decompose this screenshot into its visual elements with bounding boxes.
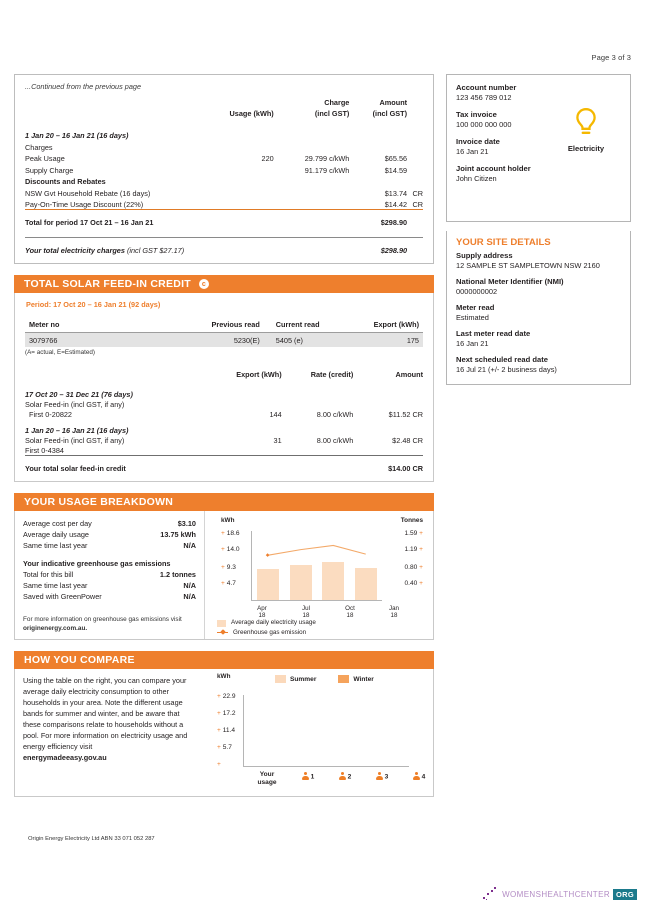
solar-blank-header xyxy=(25,356,216,383)
legend-swatch-summer-icon xyxy=(275,675,286,683)
header-blank xyxy=(25,98,224,124)
solar-rate-header: Rate (credit) xyxy=(310,370,354,380)
tick-marker: + xyxy=(221,563,225,571)
usage-stats-table xyxy=(23,518,196,602)
account-details-panel xyxy=(446,74,631,222)
compare-text-panel xyxy=(15,669,205,796)
solar-export-value: 31 xyxy=(273,436,282,446)
stat-label: Same time last year xyxy=(23,540,88,550)
grand-total-amount: $298.90 xyxy=(380,246,408,256)
table-row xyxy=(25,333,423,348)
chart2-xlabel-4 xyxy=(404,772,434,781)
chart2-xlabel-4-text: 4 xyxy=(421,773,426,781)
solar-desc-line1: Solar Feed-in (incl GST, if any) xyxy=(25,436,125,446)
tax-invoice-value: 100 000 000 000 xyxy=(456,120,512,129)
watermark xyxy=(483,887,637,901)
row-cr xyxy=(407,163,423,175)
row-desc: Pay-On-Time Usage Discount (22%) xyxy=(25,199,144,209)
emissions-heading: Your indicative greenhouse gas emissions xyxy=(23,558,171,568)
person-icon xyxy=(413,772,420,781)
solar-amount-value: $2.48 CR xyxy=(392,436,423,446)
table-row xyxy=(25,198,423,210)
electricity-caption: Electricity xyxy=(567,144,605,153)
solar-section-body xyxy=(14,293,434,482)
solar-amount-value: $11.52 CR xyxy=(388,410,423,420)
charges-panel xyxy=(14,74,434,264)
solar-total-amount: $14.00 CR xyxy=(388,463,423,473)
grand-total-row xyxy=(25,242,423,255)
chart2-plot-area xyxy=(243,695,409,767)
stat-value: N/A xyxy=(183,540,196,550)
how-you-compare-title: HOW YOU COMPARE xyxy=(24,654,135,667)
chart2-xlabel-3-text: 3 xyxy=(384,773,389,781)
solar-block-period xyxy=(25,419,423,435)
solar-section-title: TOTAL SOLAR FEED-IN CREDIT xyxy=(24,278,191,291)
table-row xyxy=(25,435,423,445)
list-item xyxy=(23,529,196,540)
stat-label: Average cost per day xyxy=(23,518,92,528)
watermark-dots-icon xyxy=(483,887,499,901)
tick-marker: + xyxy=(221,529,225,537)
row-cr: CR xyxy=(412,188,423,198)
usage-breakdown-body xyxy=(14,511,434,641)
period-total-row xyxy=(25,215,423,233)
solar-rate-value: 8.00 c/kWh xyxy=(316,410,354,420)
row-amount: $65.56 xyxy=(384,154,408,164)
discounts-heading-row xyxy=(25,175,423,187)
current-read-value: 5405 (e) xyxy=(264,333,344,348)
solar-block-period xyxy=(25,383,423,399)
joint-holder-label: Joint account holder xyxy=(456,164,531,173)
legal-footer: Origin Energy Electricity Ltd ABN 33 071 052 287 xyxy=(28,836,155,842)
current-read-header: Current read xyxy=(264,318,344,333)
grand-total-label xyxy=(25,242,224,255)
usage-chart xyxy=(211,516,427,620)
last-read-value: 16 Jan 21 xyxy=(456,339,489,348)
how-you-compare-body xyxy=(14,669,434,797)
solar-column-header-row xyxy=(25,356,423,383)
chart1-y2tick-3: 0.40 xyxy=(404,579,418,587)
row-charge xyxy=(280,186,356,198)
stat-label: Total for this bill xyxy=(23,569,74,579)
charges-label: Charges xyxy=(25,142,53,152)
row-charge xyxy=(280,198,356,210)
legend-label-winter: Winter xyxy=(353,675,374,683)
list-item xyxy=(23,580,196,591)
solar-section-header xyxy=(14,275,434,293)
chart1-ylabel: kWh xyxy=(221,516,235,524)
continued-note: ...Continued from the previous page xyxy=(25,82,142,91)
chart1-emission-markers xyxy=(252,531,382,600)
legend-label-usage: Average daily electricity usage xyxy=(231,619,316,627)
chart2-xlabel-3 xyxy=(367,772,397,781)
legend-label-emission: Greenhouse gas emission xyxy=(233,628,307,636)
site-details-panel xyxy=(446,231,631,385)
meter-read-value: Estimated xyxy=(456,313,489,322)
legend-item-usage xyxy=(217,618,316,627)
account-number-value: 123 456 789 012 xyxy=(456,93,512,102)
period-total-label: Total for period 17 Oct 21 – 16 Jan 21 xyxy=(25,218,154,228)
solar-period: Period: 17 Oct 20 – 16 Jan 21 (92 days) xyxy=(26,300,161,310)
legend-label-summer: Summer xyxy=(290,675,317,683)
person-icon xyxy=(376,772,383,781)
stat-value: $3.10 xyxy=(177,518,196,528)
person-icon xyxy=(339,772,346,781)
chart2-xlabel-0-line2: usage xyxy=(257,779,277,787)
meter-header-row xyxy=(25,318,423,333)
compare-chart-panel xyxy=(205,669,433,796)
chart1-y2tick-1: 1.19 xyxy=(404,545,418,553)
chart1-y2label: Tonnes xyxy=(400,516,423,524)
export-value: 175 xyxy=(343,333,423,348)
electricity-indicator xyxy=(554,107,618,153)
emissions-heading-row xyxy=(23,558,196,569)
tick-marker: + xyxy=(221,579,225,587)
solar-rate-value: 8.00 c/kWh xyxy=(316,436,354,446)
usage-breakdown-section xyxy=(14,493,434,641)
previous-read-value: 5230(E) xyxy=(176,333,264,348)
meter-no-value: 3079766 xyxy=(25,333,176,348)
stat-label: Average daily usage xyxy=(23,529,89,539)
site-details-title: YOUR SITE DETAILS xyxy=(456,237,551,248)
row-usage: 220 xyxy=(261,154,274,164)
person-icon xyxy=(302,772,309,781)
invoice-date-label: Invoice date xyxy=(456,137,500,146)
discounts-label: Discounts and Rebates xyxy=(25,177,106,187)
next-read-value: 16 Jul 21 (+/- 2 business days) xyxy=(456,365,557,374)
grand-total-sub: (incl GST $27.17) xyxy=(126,246,185,256)
page-indicator: Page 3 of 3 xyxy=(591,53,631,62)
legend-item-winter xyxy=(338,675,373,683)
chart2-xlabel-2-text: 2 xyxy=(347,773,352,781)
stat-label: Same time last year xyxy=(23,580,88,590)
supply-address-label: Supply address xyxy=(456,251,513,260)
chart1-y2tick-2: 0.80 xyxy=(404,563,418,571)
row-charge: 29.799 c/kWh xyxy=(304,154,350,164)
table-row xyxy=(25,445,423,456)
row-usage xyxy=(224,163,280,175)
grand-total-title: Your total electricity charges xyxy=(25,246,125,256)
row-usage xyxy=(224,186,280,198)
chart1-xlabel-1-line1: Jul xyxy=(302,604,310,612)
row-usage xyxy=(224,198,280,210)
chart2-ytick-0: 22.9 xyxy=(222,693,236,701)
legend-swatch-bar-icon xyxy=(217,620,226,627)
chart2-ytick-3: 5.7 xyxy=(222,744,232,752)
usage-breakdown-title: YOUR USAGE BREAKDOWN xyxy=(24,495,174,508)
chart1-ytick-3: 4.7 xyxy=(226,579,236,587)
last-read-label: Last meter read date xyxy=(456,329,531,338)
usage-note-link[interactable]: originenergy.com.au. xyxy=(23,624,88,632)
header-charge xyxy=(280,98,356,124)
table-row xyxy=(25,152,423,164)
chart2-xlabel-1 xyxy=(293,772,323,781)
chart2-legend xyxy=(275,675,374,683)
solar-export-value: 144 xyxy=(269,410,282,420)
row-cr: CR xyxy=(412,199,423,209)
tick-marker: + xyxy=(217,693,221,701)
list-item xyxy=(23,569,196,580)
solar-charges-table xyxy=(25,356,423,473)
solar-total-label: Your total solar feed-in credit xyxy=(25,463,126,473)
tick-marker: + xyxy=(419,563,423,571)
row-desc: Supply Charge xyxy=(25,165,74,175)
tick-marker: + xyxy=(217,744,221,752)
chart1-ytick-1: 14.0 xyxy=(226,545,240,553)
chart1-xlabel-0-line1: Apr xyxy=(257,604,267,612)
tick-marker: + xyxy=(217,710,221,718)
joint-holder-value: John Citizen xyxy=(456,174,497,183)
invoice-date-value: 16 Jan 21 xyxy=(456,147,489,156)
chart2-ylabel: kWh xyxy=(217,673,231,681)
watermark-badge: ORG xyxy=(613,889,637,900)
usage-chart-panel xyxy=(205,511,433,640)
credit-badge-icon: c xyxy=(199,279,209,289)
stat-value: N/A xyxy=(183,580,196,590)
row-cr xyxy=(407,152,423,164)
solar-desc-line2: First 0-4384 xyxy=(25,446,64,456)
header-usage: Usage (kWh) xyxy=(229,108,274,118)
chart1-y2tick-0: 1.59 xyxy=(404,529,418,537)
row-desc: Peak Usage xyxy=(25,154,65,164)
charges-period-row xyxy=(25,124,423,140)
stat-value: 13.75 kWh xyxy=(160,529,196,539)
grand-total-table xyxy=(25,242,423,255)
chart2-xlabel-1-text: 1 xyxy=(310,773,315,781)
next-read-label: Next scheduled read date xyxy=(456,355,549,364)
how-you-compare-header xyxy=(14,651,434,669)
tax-invoice-label: Tax invoice xyxy=(456,110,497,119)
header-charge-l2: (incl GST) xyxy=(314,108,350,118)
charges-subheading-row xyxy=(25,140,423,152)
solar-total-row xyxy=(25,461,423,473)
meter-legend-note: (A= actual, E=Estimated) xyxy=(25,349,95,357)
account-number-label: Account number xyxy=(456,83,517,92)
previous-read-header: Previous read xyxy=(176,318,264,333)
solar-period-label: 17 Oct 20 – 31 Dec 21 (76 days) xyxy=(25,390,133,400)
chart2-ytick-1: 17.2 xyxy=(222,710,236,718)
stat-value: 1.2 tonnes xyxy=(159,569,196,579)
usage-note-text: For more information on greenhouse gas emissions visit xyxy=(23,615,182,623)
row-amount: $14.59 xyxy=(384,165,408,175)
chart2-xlabel-2 xyxy=(330,772,360,781)
tick-marker: + xyxy=(217,761,221,769)
list-item xyxy=(23,591,196,602)
how-you-compare-section xyxy=(14,651,434,797)
header-amount xyxy=(355,98,407,124)
tick-marker: + xyxy=(419,529,423,537)
header-cr xyxy=(407,98,423,124)
grand-total-divider xyxy=(25,233,423,242)
chart2-xlabel-your-usage xyxy=(245,771,289,787)
chart1-ytick-2: 9.3 xyxy=(226,563,236,571)
legend-swatch-winter-icon xyxy=(338,675,349,683)
chart1-legend xyxy=(217,618,316,637)
spacer-row xyxy=(23,551,196,558)
solar-desc-line1: Solar Feed-in (incl GST, if any) xyxy=(25,400,125,410)
header-amount-l2: (incl GST) xyxy=(372,108,408,118)
main-content-column xyxy=(14,74,434,797)
lightbulb-icon xyxy=(573,107,599,137)
solar-export-header: Export (kWh) xyxy=(236,370,282,380)
solar-desc-line2: First 0-20822 xyxy=(29,410,72,420)
chart2-xlabel-0-line1: Your xyxy=(259,771,275,779)
table-row xyxy=(25,399,423,409)
usage-stats-panel xyxy=(15,511,205,640)
chart1-xlabel-2 xyxy=(333,605,367,621)
period-total-amount: $298.90 xyxy=(380,218,408,228)
legend-swatch-line-icon xyxy=(217,629,228,636)
solar-period-label: 1 Jan 20 – 16 Jan 21 (16 days) xyxy=(25,426,129,436)
compare-link[interactable]: energymadeeasy.gov.au xyxy=(23,752,107,762)
tick-marker: + xyxy=(419,579,423,587)
chart1-xlabel-2-line2: 18 xyxy=(346,612,354,620)
chart1-xlabel-3 xyxy=(377,605,411,621)
chart2-ytick-2: 11.4 xyxy=(222,727,236,735)
table-row xyxy=(25,186,423,198)
tick-marker: + xyxy=(221,545,225,553)
header-charge-l1: Charge xyxy=(324,98,350,107)
usage-breakdown-header xyxy=(14,493,434,511)
row-amount: $13.74 xyxy=(384,188,408,198)
meter-read-label: Meter read xyxy=(456,303,495,312)
charges-period-label: 1 Jan 20 – 16 Jan 21 (16 days) xyxy=(25,131,129,141)
table-row xyxy=(25,163,423,175)
row-charge: 91.179 c/kWh xyxy=(304,165,350,175)
legend-item-summer xyxy=(275,675,316,683)
meter-table xyxy=(25,318,423,347)
nmi-value: 0000000002 xyxy=(456,287,498,296)
chart1-xlabel-3-line2: 18 xyxy=(390,612,398,620)
usage-note xyxy=(23,615,196,634)
chart1-plot-area xyxy=(251,531,382,601)
chart1-xlabel-3-line1: Jan xyxy=(389,604,399,612)
charges-table xyxy=(25,98,423,233)
chart1-xlabel-1-line2: 18 xyxy=(302,612,310,620)
sidebar-column xyxy=(446,74,631,385)
legend-item-emission xyxy=(217,628,316,637)
stat-value: N/A xyxy=(183,591,196,601)
row-desc: NSW Gvt Household Rebate (16 days) xyxy=(25,188,151,198)
watermark-text: WOMENSHEALTHCENTER xyxy=(502,889,611,899)
tick-marker: + xyxy=(217,727,221,735)
chart1-ytick-0: 18.6 xyxy=(226,529,240,537)
meter-no-header: Meter no xyxy=(25,318,176,333)
list-item xyxy=(23,540,196,551)
tick-marker: + xyxy=(419,545,423,553)
site-details-content xyxy=(447,251,630,384)
compare-body-text: Using the table on the right, you can compare your average daily electricity consumption to other households in your area. Note the different usage bands for summer and winter, and be aware that these comparisons relate to households without a pool. For more information on electricity usage and energy efficiency visit xyxy=(23,676,188,751)
solar-amount-header: Amount xyxy=(395,370,423,380)
list-item xyxy=(23,518,196,529)
chart1-xlabel-0-line2: 18 xyxy=(258,612,266,620)
supply-address-value: 12 SAMPLE ST SAMPLETOWN NSW 2160 xyxy=(456,261,600,270)
export-header: Export (kWh) xyxy=(343,318,423,333)
nmi-label: National Meter Identifier (NMI) xyxy=(456,277,564,286)
charges-header-row xyxy=(25,98,423,124)
table-row xyxy=(25,409,423,419)
solar-feed-in-section xyxy=(14,275,434,482)
stat-label: Saved with GreenPower xyxy=(23,591,102,601)
header-amount-l1: Amount xyxy=(379,98,408,107)
chart1-xlabel-2-line1: Oct xyxy=(345,604,355,612)
row-amount: $14.42 xyxy=(384,199,408,209)
